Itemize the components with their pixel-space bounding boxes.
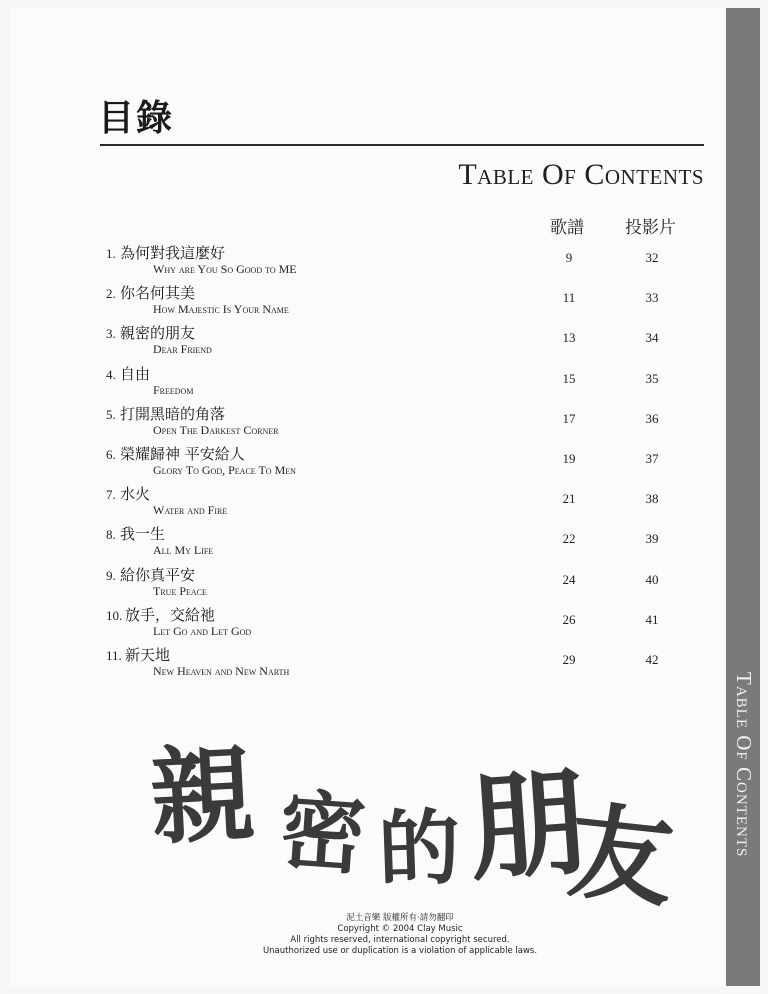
item-number: 3. (106, 326, 116, 342)
item-title-zh: 榮耀歸神 平安給人 (120, 444, 245, 463)
album-title-char: 密 (276, 781, 369, 887)
item-title-en: Open The Darkest Corner (153, 422, 279, 437)
item-score-page: 22 (562, 531, 576, 547)
item-score-page: 11 (562, 290, 576, 306)
item-title-en: Water and Fire (153, 503, 228, 518)
toc-item[interactable] (106, 604, 686, 644)
item-score-page: 21 (562, 491, 576, 507)
item-title-zh: 為何對我這麼好 (120, 244, 226, 262)
item-number: 9. (106, 567, 116, 583)
item-title-en: Glory To God, Peace To Men (153, 462, 296, 477)
item-title-zh: 我一生 (120, 525, 166, 544)
item-number: 11. (106, 647, 122, 663)
album-title-char: 友 (562, 789, 680, 923)
item-score-page: 17 (562, 410, 576, 426)
toc-list (106, 242, 686, 684)
item-title-zh: 你名何其美 (120, 284, 196, 303)
toc-item[interactable] (106, 282, 686, 322)
item-slides-page: 32 (645, 250, 659, 265)
item-title-en: Dear Friend (153, 342, 212, 357)
toc-item[interactable] (106, 483, 686, 523)
footer-line-publisher: 泥土音樂 版權所有‧請勿翻印 (346, 913, 454, 923)
item-title-zh: 水火 (120, 485, 151, 504)
item-title-en: How Majestic Is Your Name (153, 302, 289, 317)
item-title-zh: 放手，交給祂 (125, 605, 216, 624)
footer-line-copyright: Copyright © 2004 Clay Music (337, 924, 463, 934)
item-score-page: 24 (562, 571, 576, 587)
toc-item[interactable] (106, 443, 686, 483)
item-score-page: 13 (562, 330, 576, 346)
item-slides-page: 39 (645, 531, 659, 547)
item-number: 1. (106, 246, 116, 261)
item-slides-page: 38 (645, 491, 659, 507)
toc-item[interactable] (106, 363, 686, 403)
item-score-page: 29 (562, 651, 576, 667)
item-score-page: 26 (562, 611, 576, 627)
toc-item[interactable] (106, 523, 686, 563)
footer-line-rights: All rights reserved, international copyright secured. (290, 935, 510, 945)
toc-heading: Table Of Contents (458, 158, 704, 191)
toc-item[interactable] (106, 564, 686, 604)
item-slides-page: 36 (645, 410, 659, 426)
album-title-char: 朋 (464, 752, 592, 898)
album-title-char: 的 (376, 800, 462, 899)
item-slides-page: 42 (645, 651, 659, 667)
footer-line-warning: Unauthorized use or duplication is a violation of applicable laws. (262, 946, 538, 956)
item-title-en: New Heaven and New Narth (153, 663, 290, 678)
item-title-zh: 打開黑暗的角落 (120, 404, 226, 423)
item-slides-page: 34 (645, 330, 659, 346)
toc-item[interactable] (106, 644, 686, 684)
item-score-page: 19 (562, 450, 576, 466)
item-number: 10. (106, 607, 123, 623)
item-slides-page: 33 (645, 290, 659, 306)
item-number: 8. (106, 527, 116, 543)
toc-item[interactable] (106, 403, 686, 443)
item-title-zh: 自由 (120, 364, 151, 383)
column-header-score: 歌譜 (550, 218, 584, 238)
item-slides-page: 40 (645, 571, 659, 587)
toc-item[interactable] (106, 322, 686, 362)
page-title: 目錄 (98, 98, 175, 139)
toc-item[interactable] (106, 242, 686, 282)
item-title-en: Why are You So Good to ME (153, 262, 297, 276)
item-title-en: All My Life (153, 543, 214, 558)
title-divider (100, 144, 704, 146)
item-title-zh: 親密的朋友 (120, 324, 196, 343)
item-slides-page: 41 (645, 611, 659, 627)
side-tab-label: Table Of Contents (732, 672, 756, 858)
item-title-zh: 新天地 (125, 645, 171, 664)
item-title-en: True Peace (153, 583, 207, 598)
item-title-en: Freedom (153, 382, 194, 397)
item-title-zh: 給你真平安 (120, 565, 196, 584)
item-slides-page: 35 (645, 370, 659, 386)
item-score-page: 15 (562, 370, 576, 386)
item-number: 4. (106, 366, 116, 382)
copyright-footer (210, 913, 590, 957)
item-number: 2. (106, 286, 116, 302)
item-number: 5. (106, 406, 116, 422)
column-header-slides: 投影片 (625, 218, 676, 238)
item-slides-page: 37 (645, 450, 659, 466)
item-score-page: 9 (565, 250, 573, 265)
item-title-en: Let Go and Let God (153, 623, 252, 638)
item-number: 7. (106, 487, 116, 503)
item-number: 6. (106, 446, 116, 462)
album-title-char: 親 (147, 732, 258, 860)
